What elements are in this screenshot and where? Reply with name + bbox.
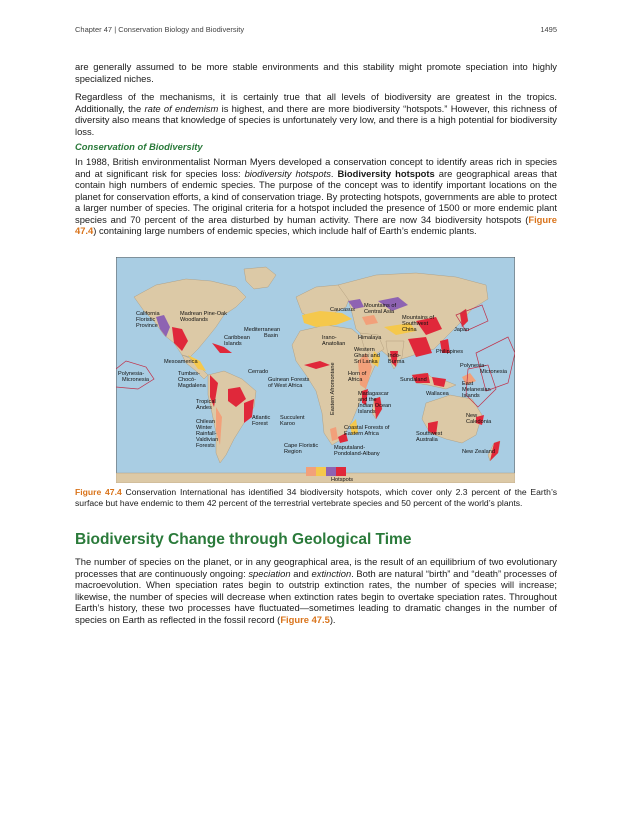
section-heading-biodiversity-change: Biodiversity Change through Geological Time — [75, 531, 412, 548]
svg-text:Himalaya: Himalaya — [358, 335, 382, 341]
paragraph-2: Regardless of the mechanisms, it is certainly true that all levels of biodiversity are greatest in the tropics. Additionally, the rate of endemism is highest, and there are more biodiversity “hotspots.” However, this richness of diversity also means that knowledge of species is unfortunately very low, and there is a high potential for biodiversity loss. — [75, 91, 557, 137]
paragraph-4: The number of species on the planet, or in any geographical area, is the result of an equilibrium of two evolutionary processes that are continuously ongoing: speciation and extinction. Both are natural “birth” and “death” processes of macroevolution. When speciation rates begin to outstrip extinction rates, the number of species will increase; likewise, the number of species will decrease when extinction rates begin to overtake speciation rates. Throughout Earth’s history, these two processes have fluctuated—sometimes leading to dramatic changes in the number of species on Earth as reflected in the fossil record (Figure 47.5). — [75, 556, 557, 625]
svg-text:TropicalAndes: Tropical Andes — [196, 399, 216, 411]
figure-47-5-link[interactable]: Figure 47.5 — [280, 613, 330, 625]
svg-text:Sundaland: Sundaland — [400, 377, 427, 383]
figure-47-4-link[interactable]: Figure 47.4 — [75, 213, 557, 236]
svg-text:Tumbes-Chocó-Magdalena: Tumbes-Chocó-Magdalena — [178, 371, 206, 389]
legend-swatch-4 — [336, 467, 346, 476]
svg-text:Indo-Burma: Indo-Burma — [388, 353, 405, 365]
svg-text:Horn ofAfrica: Horn of Africa — [348, 371, 367, 383]
svg-text:Irano-Anatolian: Irano-Anatolian — [322, 335, 346, 347]
svg-text:CaliforniaFloristicProvince: California Floristic Province — [136, 311, 160, 329]
svg-text:Madrean Pine-OakWoodlands: Madrean Pine-Oak Woodlands — [180, 311, 227, 323]
svg-text:Philippines: Philippines — [436, 349, 464, 355]
svg-text:Mountains ofSouthwestChina: Mountains of Southwest China — [402, 315, 435, 333]
svg-text:Eastern Afromontane: Eastern Afromontane — [330, 362, 336, 415]
section-heading-conservation: Conservation of Biodiversity — [75, 141, 203, 152]
biodiversity-hotspots-map — [116, 257, 515, 483]
svg-text:Caucasus: Caucasus — [330, 307, 355, 313]
svg-text:SucculentKaroo: Succulent Karoo — [280, 415, 305, 427]
figure-caption: Figure 47.4 Conservation International has identified 34 biodiversity hotspots, which cover only 2.3 percent of the Earth’s surface but have endemic to them 42 percent of the terrestrial vertebrate species and 50 percent of the world’s plants. — [75, 487, 557, 508]
svg-text:Wallacea: Wallacea — [426, 391, 449, 397]
svg-text:SouthwestAustralia: Southwest Australia — [416, 431, 443, 443]
legend-swatch-2 — [316, 467, 326, 476]
svg-text:ChileanWinterRainfall-Valdivia: Chilean Winter Rainfall-Valdivian Forests — [196, 419, 219, 449]
svg-text:Polynesia-Micronesia: Polynesia-Micronesia — [118, 371, 150, 383]
svg-text:EastMelanesianIslands: East Melanesian Islands — [462, 381, 491, 399]
legend-swatch-3 — [326, 467, 336, 476]
svg-text:NewCaledonia: New Caledonia — [466, 413, 492, 425]
svg-text:Guinean Forestsof West Africa: Guinean Forests of West Africa — [268, 377, 310, 389]
svg-text:Cape FloristicRegion: Cape Floristic Region — [284, 443, 319, 455]
svg-text:Polynesia-Micronesia: Polynesia-Micronesia — [460, 363, 508, 375]
svg-text:AtlanticForest: Atlantic Forest — [252, 415, 271, 427]
svg-text:CaribbeanIslands: Caribbean Islands — [224, 335, 250, 347]
svg-text:WesternGhats andSri Lanka: Western Ghats and Sri Lanka — [354, 347, 380, 365]
svg-text:MediterraneanBasin: Mediterranean Basin — [244, 327, 281, 339]
svg-text:Maputaland-Pondoland-Albany: Maputaland-Pondoland-Albany — [334, 445, 380, 457]
svg-text:Cerrado: Cerrado — [248, 369, 269, 375]
svg-text:Mesoamerica: Mesoamerica — [164, 359, 198, 365]
paragraph-1: are generally assumed to be more stable environments and this stability might promote speciation into highly specialized niches. — [75, 61, 557, 84]
paragraph-3: In 1988, British environmentalist Norman Myers developed a conservation concept to identify areas rich in species and at significant risk for species loss: biodiversity hotspots. Biodiversity hotspots are geographical areas that contain high numbers of endemic species. The purpose of the concept was to identify important locations on the planet for conservation efforts, a kind of conservation triage. By protecting hotspots, governments are able to protect a larger number of species. The original criteria for a hotspot included the presence of 1500 or more endemic plant species and 70 percent of the area disturbed by human activity. There are now 34 biodiversity hotspots (Figure 47.4) containing large numbers of endemic species, which include half of Earth’s endemic plants. — [75, 156, 557, 236]
legend-swatch-1 — [306, 467, 316, 476]
svg-text:Madagascarand theIndian OceanI: Madagascar and the Indian Ocean Islands — [358, 391, 392, 415]
page-number: 1495 — [540, 25, 557, 34]
svg-text:Coastal Forests ofEastern Afri: Coastal Forests of Eastern Africa — [344, 425, 390, 437]
legend-label: Hotspots — [331, 477, 354, 483]
svg-text:Mountains ofCentral Asia: Mountains of Central Asia — [364, 303, 397, 315]
chapter-title: Chapter 47 | Conservation Biology and Biodiversity — [75, 25, 245, 34]
svg-text:Japan: Japan — [454, 327, 470, 333]
page-header — [75, 25, 557, 34]
svg-text:New Zealand: New Zealand — [462, 449, 495, 455]
